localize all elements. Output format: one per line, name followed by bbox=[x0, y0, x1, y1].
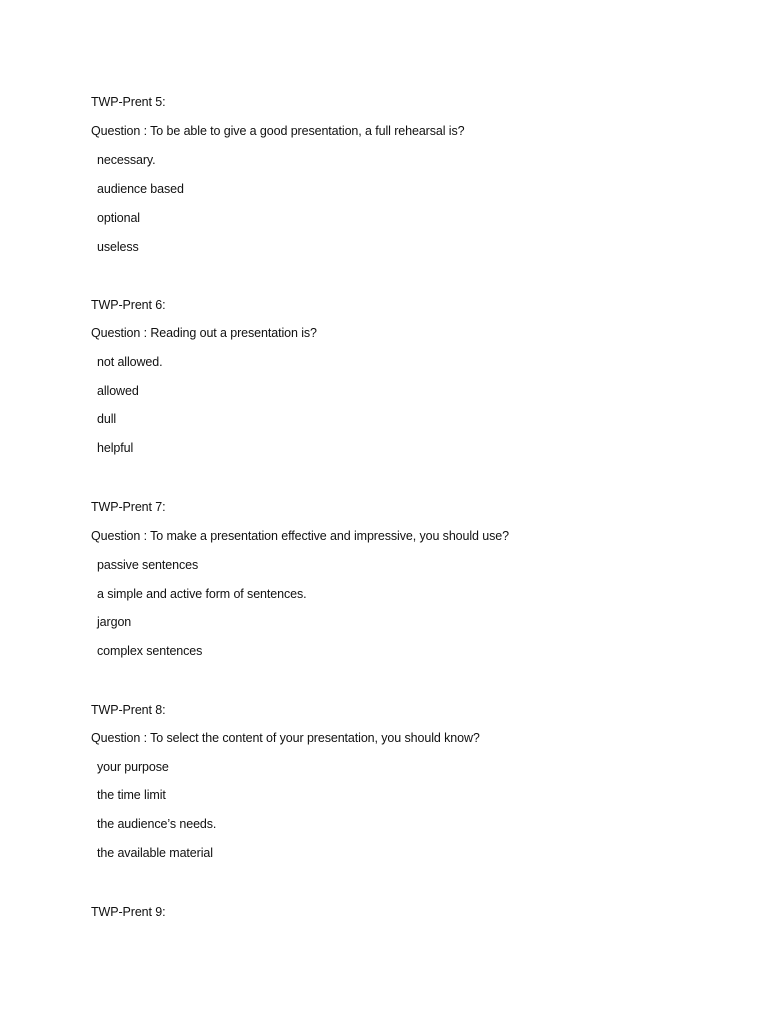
answer-option: useless bbox=[97, 240, 139, 254]
answer-option: the time limit bbox=[97, 788, 166, 802]
answer-option: audience based bbox=[97, 182, 184, 196]
answer-option: not allowed. bbox=[97, 355, 163, 369]
answer-option: a simple and active form of sentences. bbox=[97, 587, 307, 601]
question-heading: TWP-Prent 7: bbox=[91, 500, 166, 514]
answer-option: helpful bbox=[97, 441, 134, 455]
answer-option: passive sentences bbox=[97, 558, 199, 572]
answer-option: the available material bbox=[97, 846, 213, 860]
answer-option: the audience’s needs. bbox=[97, 817, 217, 831]
question-text: Question : To select the content of your presentation, you should know? bbox=[91, 731, 480, 745]
answer-option: complex sentences bbox=[97, 644, 203, 658]
answer-option: dull bbox=[97, 412, 117, 426]
question-text: Question : Reading out a presentation is? bbox=[91, 326, 317, 340]
question-text: Question : To make a presentation effective and impressive, you should use? bbox=[91, 529, 509, 543]
question-heading: TWP-Prent 8: bbox=[91, 703, 166, 717]
answer-option: your purpose bbox=[97, 760, 169, 774]
question-heading: TWP-Prent 5: bbox=[91, 95, 166, 109]
answer-option: necessary. bbox=[97, 153, 156, 167]
answer-option: jargon bbox=[97, 615, 132, 629]
question-text: Question : To be able to give a good presentation, a full rehearsal is? bbox=[91, 124, 465, 138]
question-heading: TWP-Prent 6: bbox=[91, 298, 166, 312]
question-heading: TWP-Prent 9: bbox=[91, 905, 166, 919]
answer-option: allowed bbox=[97, 384, 139, 398]
answer-option: optional bbox=[97, 211, 140, 225]
